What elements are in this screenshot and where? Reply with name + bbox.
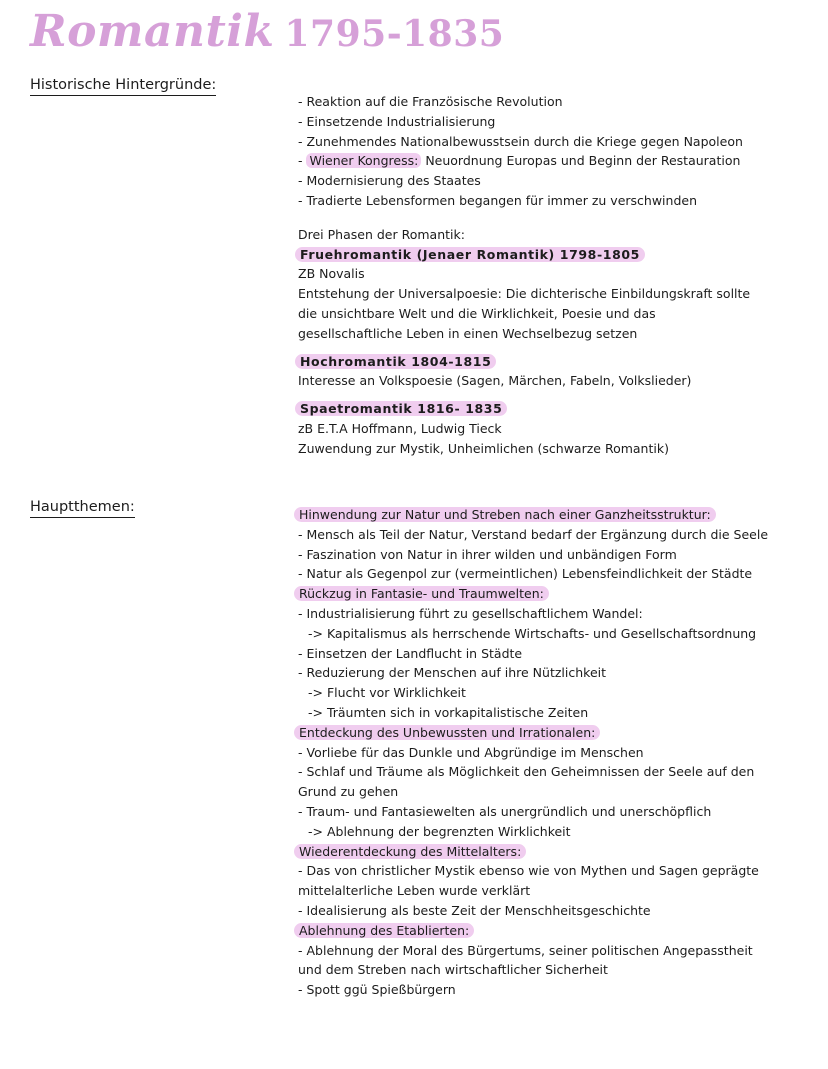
text-line: Zuwendung zur Mystik, Unheimlichen (schwarze Romantik)	[298, 440, 669, 456]
topic-heading-mittelalter: Wiederentdeckung des Mittelalters:	[294, 844, 526, 859]
text-line: ZB Novalis	[298, 266, 365, 282]
list-item: Grund zu gehen	[298, 784, 399, 800]
historisch-content	[298, 92, 808, 459]
text-line: gesellschaftliche Leben in einen Wechselbezug setzen	[298, 325, 638, 341]
list-item: -> Ablehnung der begrenzten Wirklichkeit	[308, 823, 571, 839]
title-main: Romantik	[30, 6, 275, 57]
list-item: - Ablehnung der Moral des Bürgertums, seiner politischen Angepasstheit	[298, 942, 753, 958]
list-item: - Reaktion auf die Französische Revolution	[298, 94, 563, 109]
list-item: - Spott ggü Spießbürgern	[298, 982, 456, 998]
topic-heading-rueckzug: Rückzug in Fantasie- und Traumwelten:	[294, 586, 549, 601]
list-item: -> Kapitalismus als herrschende Wirtschafts- und Gesellschaftsordnung	[308, 625, 757, 641]
list-item: - Einsetzen der Landflucht in Städte	[298, 645, 523, 661]
list-item: - Industrialisierung führt zu gesellschaftlichem Wandel:	[298, 605, 643, 621]
section-label-historisch: Historische Hintergründe:	[30, 76, 216, 96]
text-line: Entstehung der Universalpoesie: Die dichterische Einbildungskraft sollte	[298, 286, 751, 302]
phasen-intro: Drei Phasen der Romantik:	[298, 226, 465, 242]
list-item: - Mensch als Teil der Natur, Verstand bedarf der Ergänzung durch die Seele	[298, 526, 769, 542]
hauptthemen-content	[298, 505, 808, 1000]
list-item: - Reduzierung der Menschen auf ihre Nützlichkeit	[298, 665, 607, 681]
list-item: mittelalterliche Leben wurde verklärt	[298, 883, 531, 899]
phase-title-frueh: Fruehromantik (Jenaer Romantik) 1798-1805	[295, 247, 645, 262]
list-item: - Einsetzende Industrialisierung	[298, 113, 496, 129]
list-item: und dem Streben nach wirtschaftlicher Sicherheit	[298, 962, 608, 978]
phase-title-hoch: Hochromantik 1804-1815	[295, 354, 496, 369]
highlight-wiener-kongress: Wiener Kongress:	[306, 153, 421, 168]
list-item: - Schlaf und Träume als Möglichkeit den Geheimnissen der Seele auf den	[298, 764, 755, 780]
list-item: - Faszination von Natur in ihrer wilden und unbändigen Form	[298, 546, 677, 562]
topic-heading-natur: Hinwendung zur Natur und Streben nach einer Ganzheitsstruktur:	[294, 507, 716, 522]
text-line: Interesse an Volkspoesie (Sagen, Märchen, Fabeln, Volkslieder)	[298, 373, 692, 389]
list-item: - Modernisierung des Staates	[298, 173, 481, 189]
list-item: - Das von christlicher Mystik ebenso wie von Mythen und Sagen geprägte	[298, 863, 759, 879]
list-item: - Vorliebe für das Dunkle und Abgründige im Menschen	[298, 744, 644, 760]
title-years: 1795-1835	[284, 13, 505, 55]
text-line: zB E.T.A Hoffmann, Ludwig Tieck	[298, 420, 502, 436]
list-item: - Natur als Gegenpol zur (vermeintlichen) Lebensfeindlichkeit der Städte	[298, 566, 753, 582]
list-item: -> Flucht vor Wirklichkeit	[308, 685, 466, 701]
list-item: - Traum- und Fantasiewelten als unergründlich und unerschöpflich	[298, 803, 712, 819]
list-item: - Tradierte Lebensformen begangen für immer zu verschwinden	[298, 192, 697, 208]
list-item: - Wiener Kongress: Neuordnung Europas und Beginn der Restauration	[298, 153, 741, 169]
phase-title-spaet: Spaetromantik 1816- 1835	[295, 401, 507, 416]
topic-heading-etabliert: Ablehnung des Etablierten:	[294, 923, 474, 938]
list-item: - Zunehmendes Nationalbewusstsein durch die Kriege gegen Napoleon	[298, 133, 743, 149]
text-line: die unsichtbare Welt und die Wirklichkeit, Poesie und das	[298, 305, 656, 321]
list-item: -> Träumten sich in vorkapitalistische Zeiten	[308, 704, 589, 720]
list-item: - Idealisierung als beste Zeit der Menschheitsgeschichte	[298, 902, 651, 918]
page-title	[30, 6, 504, 57]
section-label-hauptthemen: Hauptthemen:	[30, 498, 135, 518]
topic-heading-unbewusst: Entdeckung des Unbewussten und Irrationalen:	[294, 725, 600, 740]
